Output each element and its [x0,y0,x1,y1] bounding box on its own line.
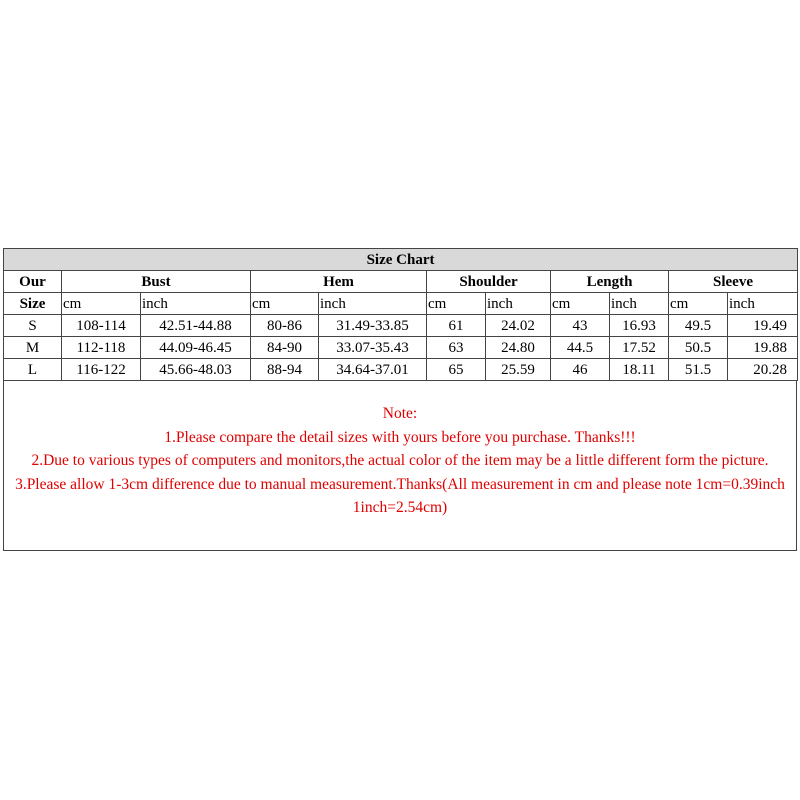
note-line-1: 1.Please compare the detail sizes with yours before you purchase. Thanks!!! [164,428,636,446]
unit-cm: cm [427,293,486,315]
length-inch-cell: 17.52 [610,337,669,359]
shoulder-inch-cell: 25.59 [486,359,551,381]
length-inch-cell: 18.11 [610,359,669,381]
chart-title: Size Chart [4,249,798,271]
shoulder-cm-cell: 65 [427,359,486,381]
note-line-3: 3.Please allow 1-3cm difference due to manual measurement.Thanks(All measurement in cm and please note 1cm=0.39inch 1inch=2.54cm) [15,475,785,516]
bust-cm-cell: 116-122 [62,359,141,381]
sleeve-cm-cell: 49.5 [669,315,728,337]
length-cm-cell: 43 [551,315,610,337]
unit-inch: inch [486,293,551,315]
sleeve-inch-cell: 19.88 [728,337,798,359]
bust-inch-cell: 45.66-48.03 [141,359,251,381]
bust-inch-cell: 44.09-46.45 [141,337,251,359]
shoulder-inch-cell: 24.02 [486,315,551,337]
unit-inch: inch [610,293,669,315]
our-size-header-bottom: Size [4,293,62,315]
unit-cm: cm [551,293,610,315]
size-cell: M [4,337,62,359]
size-table [3,248,798,381]
hem-header: Hem [251,271,427,293]
table-row [4,337,798,359]
sleeve-cm-cell: 50.5 [669,337,728,359]
sleeve-cm-cell: 51.5 [669,359,728,381]
hem-cm-cell: 80-86 [251,315,319,337]
bust-inch-cell: 42.51-44.88 [141,315,251,337]
length-inch-cell: 16.93 [610,315,669,337]
sleeve-inch-cell: 19.49 [728,315,798,337]
length-header: Length [551,271,669,293]
bust-cm-cell: 112-118 [62,337,141,359]
hem-inch-cell: 34.64-37.01 [319,359,427,381]
shoulder-header: Shoulder [427,271,551,293]
unit-cm: cm [669,293,728,315]
table-row [4,315,798,337]
unit-inch: inch [141,293,251,315]
unit-cm: cm [62,293,141,315]
shoulder-cm-cell: 61 [427,315,486,337]
unit-inch: inch [728,293,798,315]
bust-header: Bust [62,271,251,293]
notes-heading: Note: [382,405,418,422]
sleeve-inch-cell: 20.28 [728,359,798,381]
length-cm-cell: 46 [551,359,610,381]
table-row [4,359,798,381]
hem-cm-cell: 88-94 [251,359,319,381]
size-cell: L [4,359,62,381]
unit-inch: inch [319,293,427,315]
hem-inch-cell: 31.49-33.85 [319,315,427,337]
shoulder-inch-cell: 24.80 [486,337,551,359]
bust-cm-cell: 108-114 [62,315,141,337]
notes-panel [3,381,797,551]
size-cell: S [4,315,62,337]
size-chart [3,248,797,551]
sleeve-header: Sleeve [669,271,798,293]
note-line-2: 2.Due to various types of computers and monitors,the actual color of the item may be a little different form the picture. [31,452,769,469]
our-size-header-top: Our [4,271,62,293]
unit-cm: cm [251,293,319,315]
shoulder-cm-cell: 63 [427,337,486,359]
length-cm-cell: 44.5 [551,337,610,359]
hem-cm-cell: 84-90 [251,337,319,359]
hem-inch-cell: 33.07-35.43 [319,337,427,359]
